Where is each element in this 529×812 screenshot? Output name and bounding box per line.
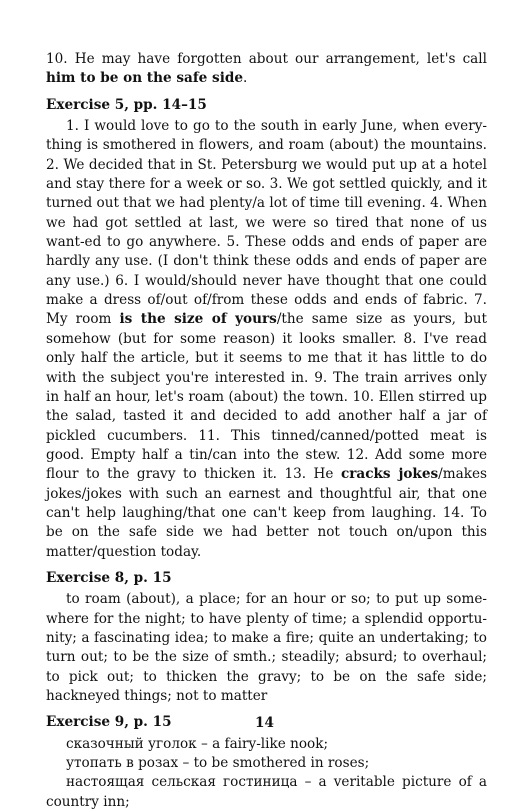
exercise-5-text-3: /makes jokes/jokes with such an earnest and thoughtful air, that one can't help laughing/that one can't keep from laughing. 14. To be on the safe side we had better not touch on/upon this matter/question today.	[46, 466, 487, 560]
exercise-8-heading: Exercise 8, p. 15	[46, 569, 172, 586]
exercise-5-text-2: /the same size as yours, but somehow (but for some reason) it looks smaller. 8. I've read only half the article, but it seems to me that it has little to do with the subject you're interested in. 9. The train arrives only in half an hour, let's roam (about) the town. 10. Ellen stirred up the salad, tasted it and decided to add another half a jar of pickled cucumbers. 11. This tinned/canned/potted meat is good. Empty half a tin/can into the stew. 12. Add some more flour to the gravy to thicken it. 13. He	[46, 311, 487, 483]
exercise-9-line-2: утопать в розах – to be smothered in roses;	[66, 755, 370, 772]
exercise-9-line-1: сказочный уголок – a fairy-like nook;	[66, 735, 329, 752]
text-column	[46, 50, 487, 812]
intro-text: 10. He may have forgotten about our arrangement, let's call	[46, 51, 487, 67]
page-number: 14	[255, 715, 274, 731]
intro-bold-phrase: him to be on the safe side	[46, 70, 244, 87]
intro-text-end: .	[243, 70, 248, 87]
exercise-5-heading: Exercise 5, pp. 14–15	[46, 96, 207, 113]
exercise-5-paragraph	[46, 117, 487, 562]
exercise-5-bold-1: is the size of yours	[119, 311, 277, 328]
exercise-5-bold-2: cracks jokes	[340, 466, 439, 483]
exercise-8-paragraph: to roam (about), a place; for an hour or so; to put up some-where for the night; to have plenty of time; a splendid opportu-nity; a fascinating idea; to make a fire; quite an undertaking; to turn out; to be the size of smth.; steadily; absurd; to overhaul; to pick out; to thicken the gravy; to be on the safe side; hackneyed things; not to matter	[46, 591, 487, 704]
exercise-9-line-3: настоящая сельская гостиница – a veritable picture of a country inn;	[46, 774, 487, 810]
exercise-5-text-1: 1. I would love to go to the south in early June, when every-thing is smothered in flowers, and roam (about) the mountains. 2. We decided that in St. Petersburg we would put up at a hotel and stay there for a week or so. 3. We got settled quickly, and it turned out that we had plenty/a lot of time till evening. 4. When we had got settled at last, we were so tired that none of us want-ed to go anywhere. 5. These odds and ends of paper are hardly any use. (I don't think these odds and ends of paper are any use.) 6. I would/should never have thought that one could make a dress of/out of/from these odds and ends of fabric. 7. My room	[46, 118, 487, 328]
intro-paragraph	[46, 50, 487, 89]
exercise-9-heading: Exercise 9, p. 15	[46, 714, 172, 731]
